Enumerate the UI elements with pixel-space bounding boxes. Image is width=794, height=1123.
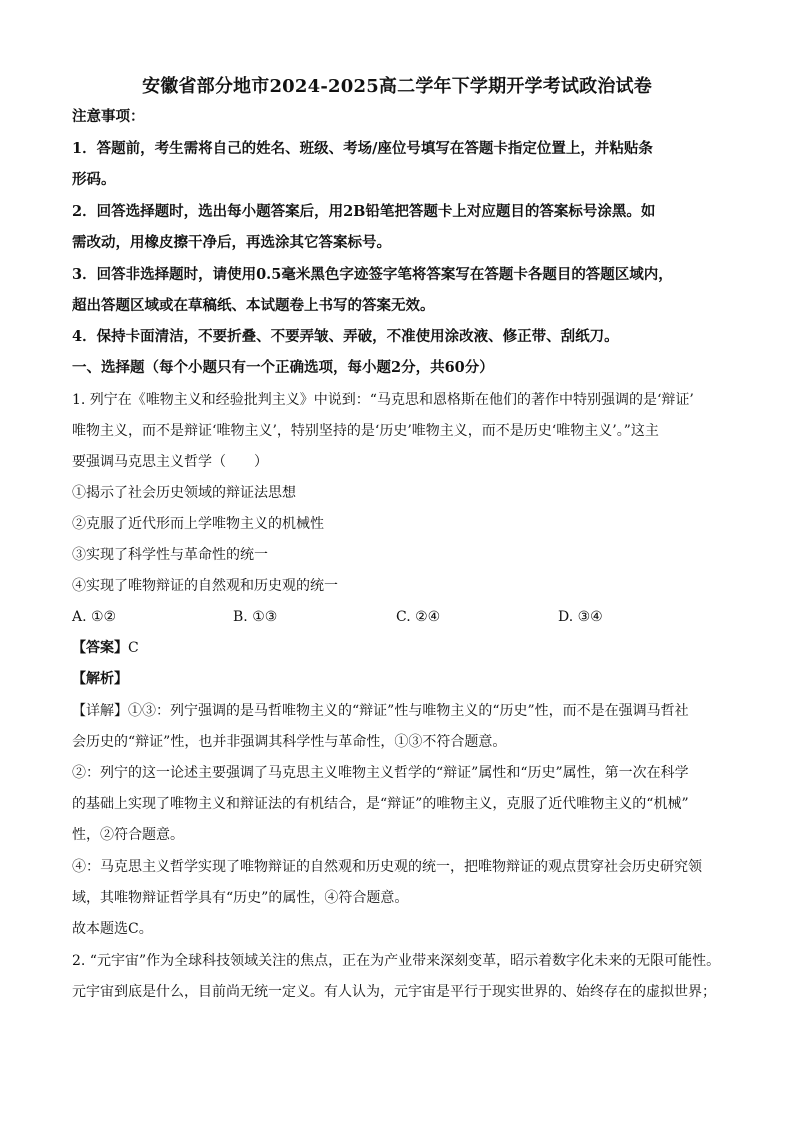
question-1-statement: ③实现了科学性与革命性的统一 xyxy=(72,547,268,563)
question-1-stem-line: 唯物主义，而不是辩证‘唯物主义’，特别坚持的是‘历史’唯物主义，而不是历史‘唯物主义’。”这主 xyxy=(72,423,659,439)
explanation-line: 【详解】①③：列宁强调的是马哲唯物主义的“辩证”性与唯物主义的“历史”性，而不是在强调马哲社 xyxy=(72,703,689,719)
answer-value: C xyxy=(128,640,139,656)
notice-line: 3．回答非选择题时，请使用0.5毫米黑色字迹签字笔将答案写在答题卡各题目的答题区域内， xyxy=(72,266,673,283)
answer-row xyxy=(72,639,732,657)
notice-line: 需改动，用橡皮擦干净后，再选涂其它答案标号。 xyxy=(72,234,391,251)
explanation-line: ④：马克思主义哲学实现了唯物辩证的自然观和历史观的统一，把唯物辩证的观点贯穿社会历史研究领 xyxy=(72,859,702,875)
option-d: D. ③④ xyxy=(558,609,603,625)
question-1-statement: ①揭示了社会历史领域的辩证法思想 xyxy=(72,485,296,501)
question-1-stem-line: 要强调马克思主义哲学（ ） xyxy=(72,454,268,470)
explanation-line: 的基础上实现了唯物主义和辩证法的有机结合，是“辩证”的唯物主义，克服了近代唯物主义的“机械” xyxy=(72,796,689,812)
question-1-statement: ②克服了近代形而上学唯物主义的机械性 xyxy=(72,516,324,532)
page-title: 安徽省部分地市2024-2025高二学年下学期开学考试政治试卷 xyxy=(142,76,652,97)
explanation-line: 会历史的“辩证”性，也并非强调其科学性与革命性，①③不符合题意。 xyxy=(72,734,507,750)
explanation-line: ②：列宁的这一论述主要强调了马克思主义唯物主义哲学的“辩证”属性和“历史”属性，第一次在科学 xyxy=(72,765,689,781)
question-1-statement: ④实现了唯物辩证的自然观和历史观的统一 xyxy=(72,578,338,594)
notice-line: 1．答题前，考生需将自己的姓名、班级、考场/座位号填写在答题卡指定位置上，并粘贴条 xyxy=(72,140,653,157)
question-1-stem-line: 1. 列宁在《唯物主义和经验批判主义》中说到：“马克思和恩格斯在他们的著作中特别强调的是‘辩证’ xyxy=(72,392,694,408)
question-2-stem-line: 元宇宙到底是什么，目前尚无统一定义。有人认为，元宇宙是平行于现实世界的、始终存在的虚拟世界； xyxy=(72,984,716,1000)
notice-heading: 注意事项： xyxy=(72,108,145,125)
notice-line: 形码。 xyxy=(72,171,116,188)
section-heading: 一、选择题（每个小题只有一个正确选项，每小题2分，共60分） xyxy=(72,359,494,376)
explanation-line: 域，其唯物辩证哲学具有“历史”的属性，④符合题意。 xyxy=(72,890,409,906)
option-c: C. ②④ xyxy=(396,609,441,625)
explanation-line: 故本题选C。 xyxy=(72,921,153,937)
notice-line: 超出答题区域或在草稿纸、本试题卷上书写的答案无效。 xyxy=(72,297,435,314)
question-2-stem-line: 2. “元宇宙”作为全球科技领域关注的焦点，正在为产业带来深刻变革，昭示着数字化未来的无限可能性。 xyxy=(72,953,721,969)
option-b: B. ①③ xyxy=(233,609,278,625)
notice-line: 4．保持卡面清洁，不要折叠、不要弄皱、弄破，不准使用涂改液、修正带、刮纸刀。 xyxy=(72,328,619,345)
analysis-label: 【解析】 xyxy=(72,671,128,687)
explanation-line: 性，②符合题意。 xyxy=(72,827,184,843)
notice-line: 2．回答选择题时，选出每小题答案后，用2B铅笔把答题卡上对应题目的答案标号涂黑。如 xyxy=(72,203,656,220)
option-a: A. ①② xyxy=(72,609,117,625)
answer-label: 【答案】 xyxy=(72,640,128,656)
